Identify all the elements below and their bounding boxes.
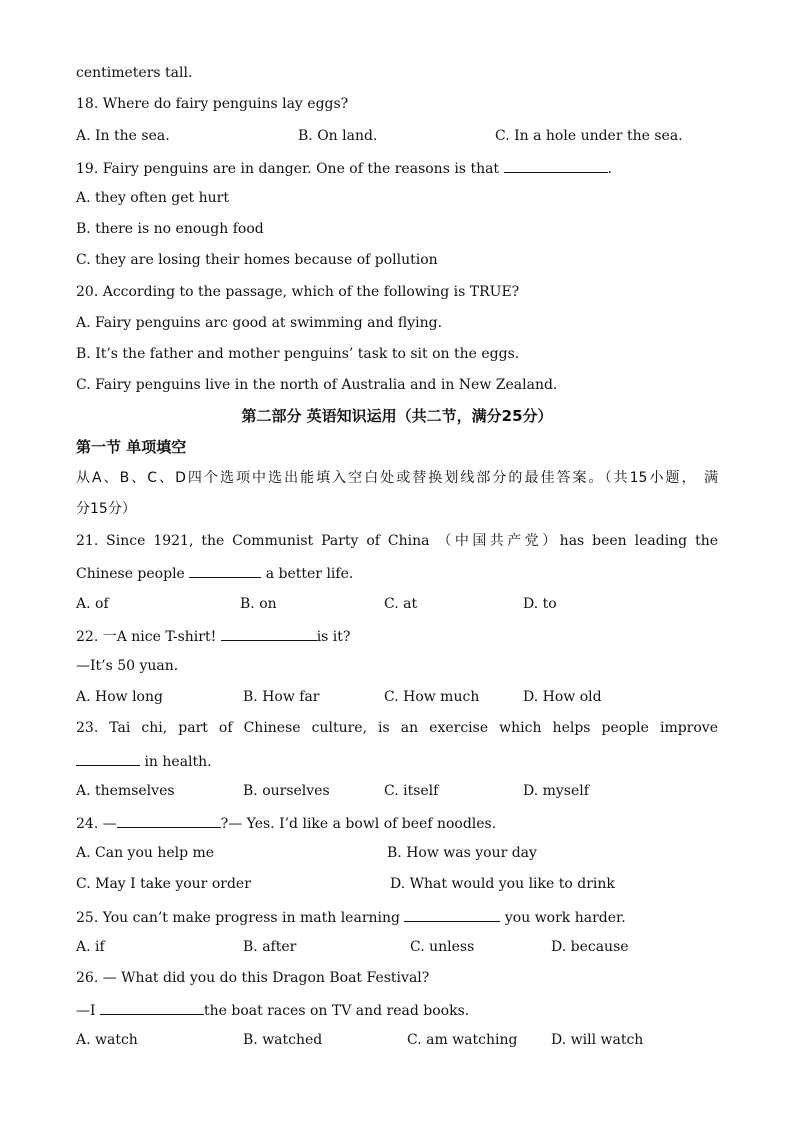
q25-option-a: A. if [76,939,105,955]
answer-blank [117,812,221,828]
q21-option-d: D. to [523,596,557,612]
q23-option-d: D. myself [523,783,589,799]
q20-option-c: C. Fairy penguins live in the north of Australia and in New Zealand. [76,377,558,393]
q23-option-b: B. ourselves [243,783,330,799]
q26-option-d: D. will watch [551,1032,644,1048]
q21-option-c: C. at [384,596,418,612]
q21-stem-cont: Chinese people a better life. [76,562,353,584]
answer-blank [76,750,140,766]
answer-blank [504,157,608,173]
q22-option-c: C. How much [384,689,480,705]
q24-option-b: B. How was your day [387,845,537,861]
q20-stem: 20. According to the passage, which of the following is TRUE? [76,284,520,300]
q23-option-c: C. itself [384,783,439,799]
q25-option-d: D. because [551,939,629,955]
q26-option-c: C. am watching [407,1032,518,1048]
q23-stem-cont: in health. [76,750,212,772]
q18-option-c: C. In a hole under the sea. [495,128,683,144]
answer-blank [221,625,317,641]
q24-stem: 24. — ?— Yes. I’d like a bowl of beef noodles. [76,812,496,834]
q24-option-d: D. What would you like to drink [390,876,615,892]
q22-option-d: D. How old [523,689,602,705]
q21-option-b: B. on [240,596,277,612]
q24-option-c: C. May I take your order [76,876,251,892]
q19-option-a: A. they often get hurt [76,190,229,206]
q19-stem: 19. Fairy penguins are in danger. One of the reasons is that . [76,157,612,179]
q20-option-b: B. It’s the father and mother penguins’ task to sit on the eggs. [76,346,520,362]
part-two-heading: 第二部分 英语知识运用（共二节，满分25分） [241,407,553,425]
q22-option-a: A. How long [76,689,163,705]
instructions-line-2: 分15分） [76,501,136,517]
q21-stem: 21. Since 1921, the Communist Party of China （中国共产党）has been leading the [76,533,718,549]
q25-stem: 25. You can’t make progress in math learning you work harder. [76,906,626,928]
q18-option-b: B. On land. [298,128,378,144]
answer-blank [189,562,261,578]
q25-option-b: B. after [243,939,297,955]
answer-blank [100,999,204,1015]
q20-option-a: A. Fairy penguins arc good at swimming and flying. [76,315,443,331]
q22-reply: —It’s 50 yuan. [76,658,179,674]
q17-continuation: centimeters tall. [76,65,193,81]
q23-stem: 23. Tai chi, part of Chinese culture, is an exercise which helps people improve [76,720,718,736]
q18-stem: 18. Where do fairy penguins lay eggs? [76,96,349,112]
section-one-heading: 第一节 单项填空 [76,438,187,456]
q26-option-b: B. watched [243,1032,323,1048]
instructions-line-1: 从A、B、C、D四个选项中选出能填入空白处或替换划线部分的最佳答案。（共15小题， 满 [76,470,718,486]
answer-blank [404,906,500,922]
q21-option-a: A. of [76,596,109,612]
q26-stem: 26. — What did you do this Dragon Boat Festival? [76,970,430,986]
q22-option-b: B. How far [243,689,320,705]
q19-option-b: B. there is no enough food [76,221,264,237]
q22-stem: 22. 一A nice T-shirt! is it? [76,625,350,647]
q26-reply: —I the boat races on TV and read books. [76,999,469,1021]
q23-option-a: A. themselves [76,783,175,799]
q26-option-a: A. watch [76,1032,138,1048]
q19-option-c: C. they are losing their homes because of pollution [76,252,438,268]
q25-option-c: C. unless [410,939,475,955]
q24-option-a: A. Can you help me [76,845,215,861]
q18-option-a: A. In the sea. [76,128,170,144]
